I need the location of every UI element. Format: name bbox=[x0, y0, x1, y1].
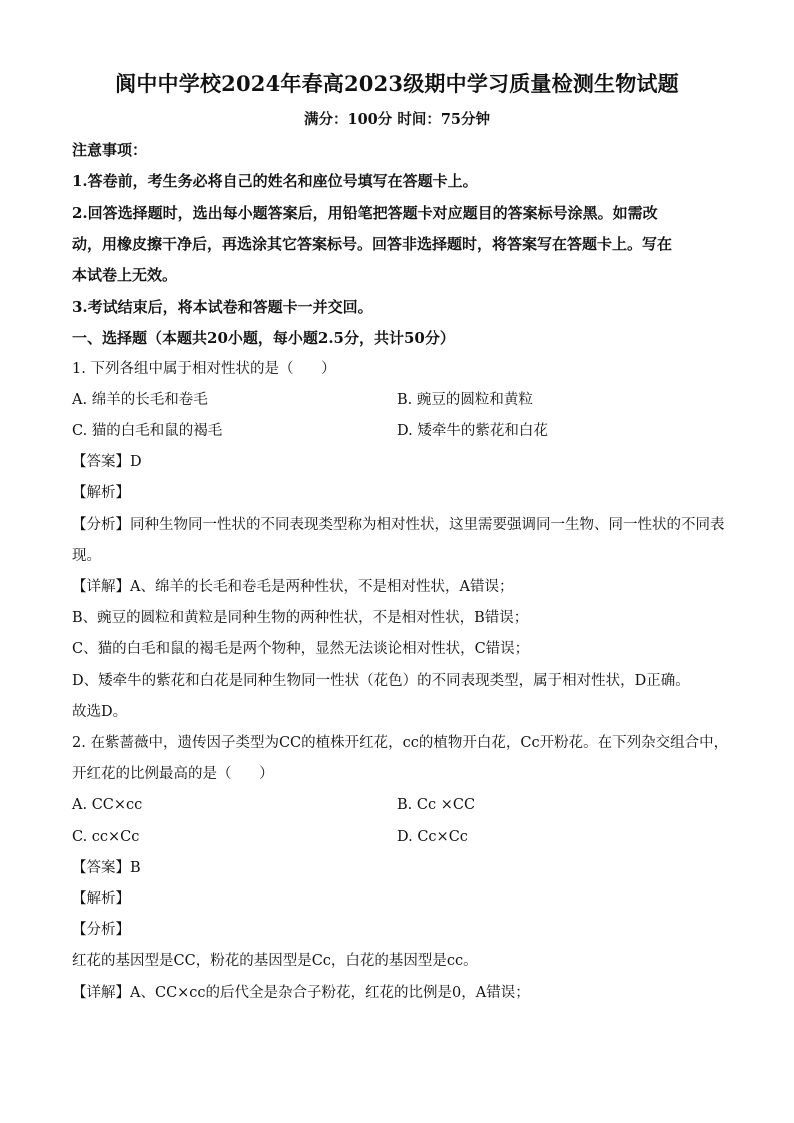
section-heading: 一、选择题（本题共20小题，每小题2.5分，共计50分） bbox=[72, 329, 455, 347]
question-2-option-b: B. Cc ×CC bbox=[397, 797, 476, 813]
question-2-answer: 【答案】B bbox=[72, 860, 141, 876]
question-1-conclusion: 故选D。 bbox=[72, 704, 128, 720]
question-1-answer: 【答案】D bbox=[72, 454, 142, 470]
question-2-analysis-label: 【解析】 bbox=[72, 891, 130, 907]
question-1-analysis-label: 【解析】 bbox=[72, 485, 130, 501]
question-1-fenxi-line-1: 【分析】同种生物同一性状的不同表现类型称为相对性状，这里需要强调同一生物、同一性状的不同表 bbox=[72, 517, 725, 533]
notice-item-3: 3.考试结束后，将本试卷和答题卡一并交回。 bbox=[72, 298, 373, 316]
question-2-stem-line-2: 开红花的比例最高的是（ ） bbox=[72, 766, 274, 782]
question-2-fenxi-text: 红花的基因型是CC，粉花的基因型是Cc，白花的基因型是cc。 bbox=[72, 953, 478, 969]
notice-heading: 注意事项： bbox=[72, 141, 148, 159]
question-1-detail-4: D、矮牵牛的紫花和白花是同种生物同一性状（花色）的不同表现类型，属于相对性状，D正确。 bbox=[72, 673, 690, 689]
question-2-stem-line-1: 2. 在紫蔷薇中，遗传因子类型为CC的植株开红花，cc的植物开白花，Cc开粉花。在下列杂交组合中， bbox=[72, 735, 729, 751]
question-1-detail-2: B、豌豆的圆粒和黄粒是同种生物的两种性状，不是相对性状，B错误； bbox=[72, 610, 529, 626]
notice-item-2-line-3: 本试卷上无效。 bbox=[72, 266, 178, 284]
question-1-option-d: D. 矮牵牛的紫花和白花 bbox=[397, 423, 548, 439]
question-2-option-c: C. cc×Cc bbox=[72, 829, 140, 845]
page-title: 阆中中学校2024年春高2023级期中学习质量检测生物试题 bbox=[115, 71, 679, 96]
notice-item-2-line-2: 动，用橡皮擦干净后，再选涂其它答案标号。回答非选择题时，将答案写在答题卡上。写在 bbox=[72, 235, 673, 253]
question-2-fenxi-label: 【分析】 bbox=[72, 922, 130, 938]
question-1-detail-3: C、猫的白毛和鼠的褐毛是两个物种，显然无法谈论相对性状，C错误； bbox=[72, 641, 530, 657]
question-1-option-b: B. 豌豆的圆粒和黄粒 bbox=[397, 392, 533, 408]
question-2-detail-1: 【详解】A、CC×cc的后代全是杂合子粉花，红花的比例是0，A错误； bbox=[72, 985, 530, 1001]
question-1-option-a: A. 绵羊的长毛和卷毛 bbox=[72, 392, 208, 408]
question-1-option-c: C. 猫的白毛和鼠的褐毛 bbox=[72, 423, 223, 439]
notice-item-1: 1.答卷前，考生务必将自己的姓名和座位号填写在答题卡上。 bbox=[72, 172, 478, 190]
question-1-stem: 1. 下列各组中属于相对性状的是（ ） bbox=[72, 361, 336, 377]
question-1-fenxi-line-2: 现。 bbox=[72, 548, 101, 564]
question-2-option-d: D. Cc×Cc bbox=[397, 829, 468, 845]
question-2-option-a: A. CC×cc bbox=[72, 797, 143, 813]
exam-info: 满分：100分 时间：75分钟 bbox=[304, 111, 490, 128]
question-1-detail-1: 【详解】A、绵羊的长毛和卷毛是两种性状，不是相对性状，A错误； bbox=[72, 579, 514, 595]
notice-item-2-line-1: 2.回答选择题时，选出每小题答案后，用铅笔把答题卡对应题目的答案标号涂黑。如需改 bbox=[72, 204, 658, 222]
